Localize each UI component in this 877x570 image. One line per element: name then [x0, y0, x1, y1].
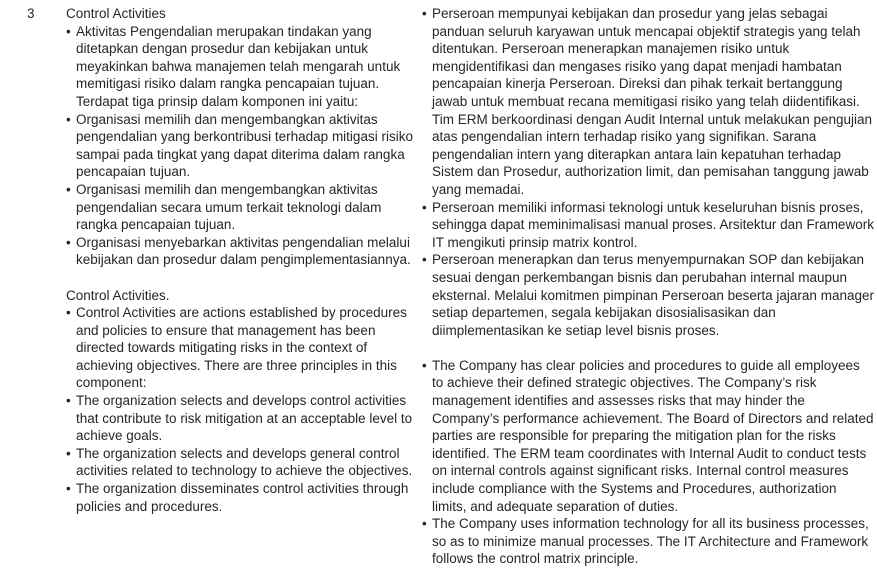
list-right-en	[422, 357, 874, 568]
list-item: • Perseroan mempunyai kebijakan dan prosedur yang jelas sebagai panduan seluruh karyawan untuk mencapai objektif strategis yang telah ditentukan. Perseroan menerapkan manajemen risiko untuk mengidentifikasi dan mengases risiko yang dapat menjadi hambatan pencapaian kinerja Perseroan. Direksi dan pihak terkait bertanggung jawab untuk membuat recana memitigasi risiko yang telah diidentifikasi. Tim ERM berkoordinasi dengan Audit Internal untuk melakukan pengujian atas pengendalian intern terhadap risiko yang signifikan. Sarana pengendalian intern yang diterapkan antara lain kepatuhan terhadap Sistem dan Prosedur, authorization limit, dan pemisahan tanggung jawab yang memadai.	[422, 6, 873, 197]
list-item: • Perseroan memiliki informasi teknologi untuk keseluruhan bisnis proses, sehingga dapat meminimalisasi manual proses. Arsitektur dan Framework IT mengikuti prinsip matrix kontrol.	[422, 199, 874, 250]
list-right-id	[422, 5, 874, 339]
list-item: • Aktivitas Pengendalian merupakan tindakan yang ditetapkan dengan prosedur dan kebijakan untuk meyakinkan bahwa manajemen telah mengarah untuk memitigasi risiko dalam rangka pencapaian tujuan. Terdapat tiga prinsip dalam komponen ini yaitu:	[66, 23, 401, 109]
list-item: • Perseroan menerapkan dan terus menyempurnakan SOP dan kebijakan sesuai dengan perkembangan bisnis dan perubahan internal maupun eksternal. Melalui komitmen pimpinan Perseroan beserta jajaran manager setiap departemen, segala kebijakan disosialisasikan dan diimplementasikan ke setiap level bisnis proses.	[422, 252, 874, 338]
list-item: • The Company has clear policies and procedures to guide all employees to achieve their defined strategic objectives. The Company’s risk management identifies and assesses risks that may hinder the Company’s performance achievement. The Board of Directors and related parties are responsible for preparing the mitigation plan for the risks identified. The ERM team coordinates with Internal Audit to conduct tests on internal controls against significant risks. Internal control measures include compliance with the Systems and Procedures, authorization limits, and adequate separation of duties.	[422, 357, 874, 514]
list-item: • Organisasi memilih dan mengembangkan aktivitas pengendalian yang berkontribusi terhadap mitigasi risiko sampai pada tingkat yang dapat diterima dalam rangka pencapaian tujuan.	[66, 111, 413, 180]
list-item: • Organisasi memilih dan mengembangkan aktivitas pengendalian secara umum terkait teknologi dalam rangka pencapaian tujuan.	[66, 181, 382, 233]
bullet-icon: •	[422, 199, 427, 215]
bullet-icon: •	[422, 357, 427, 373]
bullet-icon: •	[422, 516, 427, 532]
list-item: • Organisasi menyebarkan aktivitas pengendalian melalui kebijakan dan prosedur dalam pengimplementasiannya.	[66, 234, 411, 268]
bullet-icon: •	[66, 23, 71, 39]
bullet-icon: •	[422, 252, 427, 268]
bullet-icon: •	[66, 234, 71, 250]
list-item: • The Company uses information technology for all its business processes, so as to minimize manual processes. The IT Architecture and Framework follows the control matrix principle.	[422, 516, 869, 567]
heading-en: Control Activities.	[66, 287, 170, 303]
bullet-icon: •	[422, 6, 427, 21]
bullet-icon: •	[66, 393, 71, 409]
left-column	[66, 5, 416, 515]
bullet-icon: •	[66, 111, 71, 127]
section-number: 3	[27, 6, 35, 21]
bullet-icon: •	[66, 305, 71, 321]
list-item: • The organization disseminates control activities through policies and procedures.	[66, 481, 409, 514]
bullet-icon: •	[66, 445, 71, 461]
list-item: • The organization selects and develops general control activities related to technology to achieve the objectives.	[66, 445, 413, 479]
list-en	[66, 304, 416, 515]
heading-id: Control Activities	[66, 6, 166, 21]
bullet-icon: •	[66, 181, 71, 197]
list-item: • Control Activities are actions established by procedures and policies to ensure that management has been directed towards mitigating risks in the context of achieving objectives. There are three principles in this component:	[66, 305, 407, 391]
list-id	[66, 23, 416, 269]
right-column	[422, 5, 874, 568]
list-item: • The organization selects and develops control activities that contribute to risk mitigation at an acceptable level to achieve goals.	[66, 393, 413, 444]
bullet-icon: •	[66, 481, 71, 497]
